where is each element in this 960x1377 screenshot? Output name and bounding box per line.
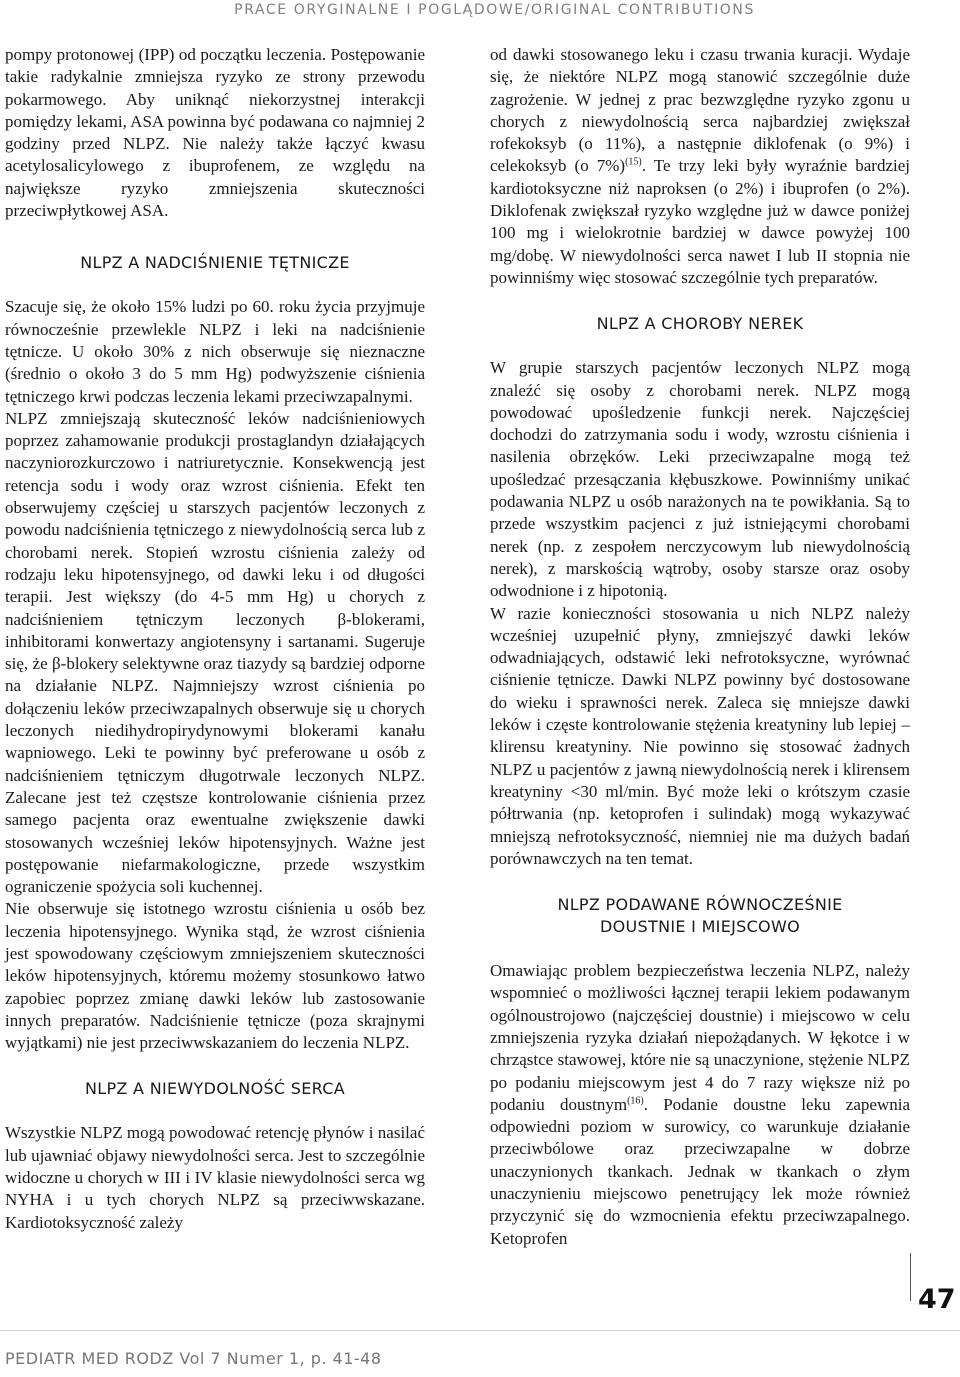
- journal-footer: PEDIATR MED RODZ Vol 7 Numer 1, p. 41-48: [5, 1349, 382, 1368]
- heading-line: DOUSTNIE I MIEJSCOWO: [600, 917, 800, 937]
- footer-divider: [0, 1330, 960, 1331]
- paragraph: pompy protonowej (IPP) od początku leczenia. Postępowanie takie radykalnie zmniejsza ryzyko ze strony przewodu pokarmowego. Aby uniknąć niekorzystnej interakcji pomiędzy lekami, ASA powinna być podawana co najmniej 2 godziny przed NLPZ. Nie należy także łączyć kwasu acetylosalicylowego z ibuprofenem, ze względu na największe ryzyko zmniejszenia skuteczności przeciwpłytkowej ASA.: [5, 45, 425, 221]
- text-run: Omawiając problem bezpieczeństwa leczenia NLPZ, należy wspomnieć o możliwości łącznej terapii lekiem podawanym ogólnoustrojowo (najczęściej doustnie) i miejscowo w celu zmniejszenia ryzyka działań niepożądanych. W łękotce i w chrząstce stawowej, które nie są unaczynione, stężenie NLPZ po podaniu miejscowym jest 4 do 7 razy większe niż po podaniu doustnym: [490, 961, 910, 1114]
- citation-16: (16): [627, 1095, 644, 1107]
- paragraph: [490, 960, 910, 1250]
- left-column: [5, 44, 425, 1234]
- paragraph: NLPZ zmniejszają skuteczność leków nadciśnieniowych poprzez zahamowanie produkcji prostaglandyn działających naczyniorozkurczowo i natriuretycznie. Konsekwencją jest retencja sodu i wody oraz wzrost ciśnienia. Efekt ten obserwujemy częściej u starszych pacjentów leczonych z powodu nadciśnienia tętniczego z niewydolnością serca lub z chorobami nerek. Stopień wzrostu ciśnienia zależy od rodzaju leku hipotensyjnego, od dawki leku i od długości terapii. Jest większy (do 4-5 mm Hg) u chorych z nadciśnieniem tętniczym leczonych β-blokerami, inhibitorami konwertazy angiotensyny i sartanami. Sugeruje się, że β-blokery selektywne oraz tiazydy są bardziej odporne na działanie NLPZ. Najmniejszy wzrost ciśnienia po dołączeniu leków przeciwzapalnych obserwuje się u chorych leczonych niedihydropirydynowymi blokerami kanału wapniowego. Leki te powinny być preferowane u osób z nadciśnieniem tętniczym długotrwale leczonych NLPZ. Zalecane jest też częstsze kontrolowanie ciśnienia przez samego pacjenta oraz ewentualne zwiększenie dawki stosowanych wcześniej leków hipotensyjnych. Ważne jest postępowanie niefarmakologiczne, przede wszystkim ograniczenie spożycia soli kuchennej.: [5, 408, 425, 897]
- right-column: [490, 44, 910, 1250]
- text-run: od dawki stosowanego leku i czasu trwania kuracji. Wydaje się, że niektóre NLPZ mogą stanowić szczególnie duże zagrożenie. W jednej z prac bezwzględne ryzyko zgonu u chorych z niewydolnością serca najbardziej zwiększał rofekoksyb (o 11%), a następnie diklofenak (o 9%) i celekoksyb (o 7%): [490, 45, 910, 176]
- citation-15: (15): [625, 156, 642, 168]
- paragraph: W razie konieczności stosowania u nich NLPZ należy wcześniej uzupełnić płyny, zmniejszyć dawki leków odwadniających, odstawić leki nefrotoksyczne, wyrównać ciśnienie tętnicze. Dawki NLPZ powinny być dostosowane do wieku i sprawności nerek. Zaleca się mniejsze dawki leków i częste kontrolowanie stężenia kreatyniny lub lepiej – klirensu kreatyniny. Nie powinno się stosować żadnych NLPZ u pacjentów z jawną niewydolnością nerek i klirensem kreatyniny <30 ml/min. Być może leki o krótszym czasie półtrwania (np. ketoprofen i sulindak) mogą wykazywać mniejszą nefrotoksyczność, niemniej nie ma dużych badań porównawczych na ten temat.: [490, 603, 910, 868]
- text-run: . Te trzy leki były wyraźnie bardziej kardiotoksyczne niż naproksen (o 2%) i ibuprofen (o 2%). Diklofenak zwiększał ryzyko względne już w dawce poniżej 100 mg i wielokrotnie bardziej w dawce powyżej 100 mg/dobę. W niewydolności serca nawet I lub II stopnia nie powinniśmy więc stosować szczególnie tych preparatów.: [490, 156, 910, 287]
- section-heading-combined: [490, 894, 910, 938]
- section-heading-heart-failure: NLPZ A NIEWYDOLNOŚĆ SERCA: [84, 1079, 345, 1099]
- page-number-rule: [910, 1253, 911, 1301]
- section-heading-kidney: NLPZ A CHOROBY NEREK: [596, 314, 804, 334]
- heading-line: NLPZ PODAWANE RÓWNOCZEŚNIE: [557, 895, 843, 915]
- section-heading-hypertension: NLPZ A NADCIŚNIENIE TĘTNICZE: [80, 253, 350, 273]
- paragraph: Nie obserwuje się istotnego wzrostu ciśnienia u osób bez leczenia hipotensyjnego. Wynika stąd, że wzrost ciśnienia jest spowodowany częściowym zmniejszeniem skuteczności leków hipotensyjnych, któremu możemy stosunkowo łatwo zapobiec poprzez zmianę dawki leków lub zastosowanie innych preparatów. Nadciśnienie tętnicze (poza skrajnymi wyjątkami) nie jest przeciwwskazaniem do leczenia NLPZ.: [5, 899, 425, 1053]
- paragraph: W grupie starszych pacjentów leczonych NLPZ mogą znaleźć się osoby z chorobami nerek. NLPZ mogą powodować upośledzenie funkcji nerek. Najczęściej dochodzi do zatrzymania sodu i wody, wzrostu ciśnienia i nasilenia obrzęków. Leki przeciwzapalne mogą też upośledzać przesączania kłębuszkowe. Powinniśmy unikać podawania NLPZ u osób narażonych na te powikłania. Są to przede wszystkim pacjenci z już istniejącymi chorobami nerek (np. z zespołem nerczycowym lub niewydolnością nerek), z marskością wątroby, osoby starsze oraz osoby odwodnione i z hipotonią.: [490, 358, 910, 601]
- page-number: 47: [918, 1284, 956, 1315]
- paragraph: [490, 44, 910, 289]
- paragraph: Szacuje się, że około 15% ludzi po 60. roku życia przyjmuje równocześnie przewlekle NLPZ i leki na nadciśnienie tętnicze. U około 30% z nich obserwuje się nieznaczne (średnio o około 3 do 5 mm Hg) podwyższenie ciśnienia tętniczego krwi podczas leczenia lekami przeciwzapalnymi.: [5, 297, 425, 406]
- text-run: . Podanie doustne leku zapewnia odpowiedni poziom w surowicy, co warunkuje działanie przeciwbólowe oraz przeciwzapalne w dobrze unaczynionych tkankach. Jednak w tkankach o złym unaczynieniu miejscowo penetrujący lek może również przyczynić się do wzmocnienia efektu przeciwzapalnego. Ketoprofen: [490, 1094, 910, 1248]
- paragraph: Wszystkie NLPZ mogą powodować retencję płynów i nasilać lub ujawniać objawy niewydolności serca. Jest to szczególnie widoczne u chorych w III i IV klasie niewydolności serca wg NYHA i u tych chorych NLPZ są przeciwwskazane. Kardiotoksyczność zależy: [5, 1123, 425, 1232]
- running-header: PRACE ORYGINALNE I POGLĄDOWE/ORIGINAL CONTRIBUTIONS: [234, 2, 755, 18]
